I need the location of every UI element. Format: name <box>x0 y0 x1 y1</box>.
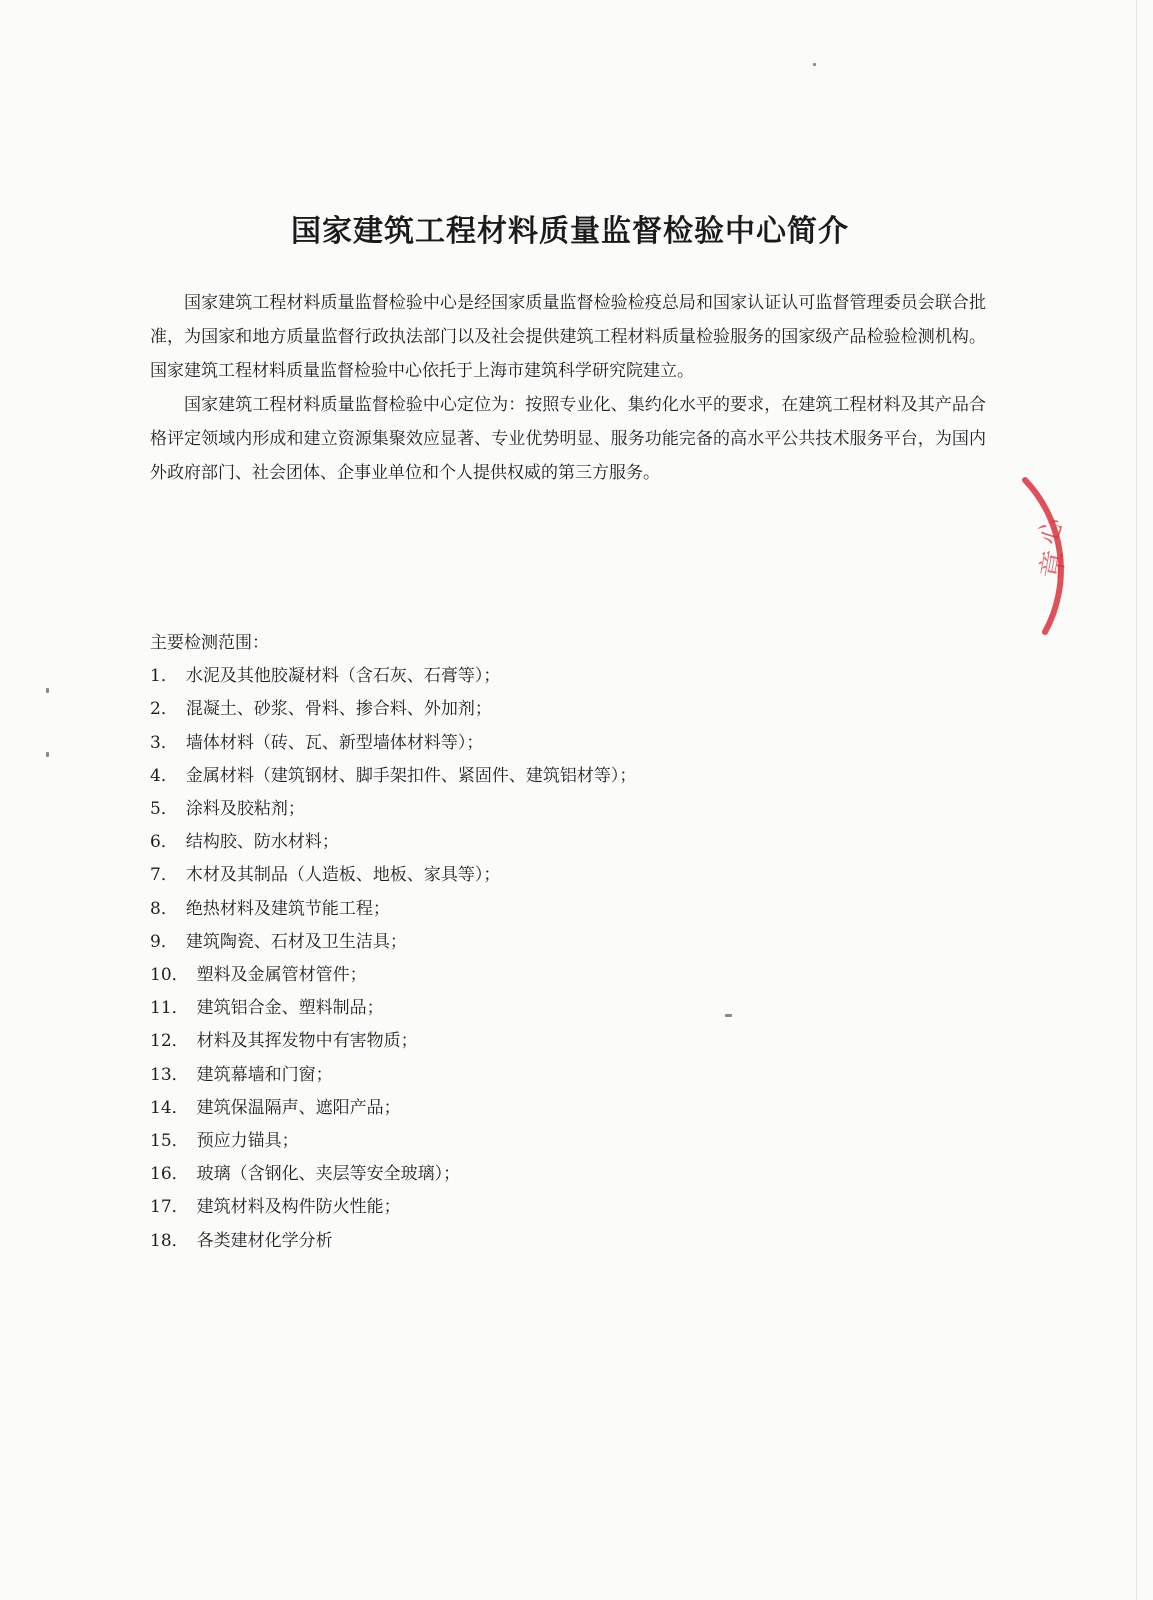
item-text: 玻璃（含钢化、夹层等安全玻璃）； <box>196 1164 461 1185</box>
list-item <box>150 1191 986 1224</box>
item-number: 12． <box>150 1031 189 1052</box>
item-text: 各类建材化学分析 <box>196 1230 333 1251</box>
seal-glyph: 心 <box>1033 514 1070 549</box>
list-item <box>150 1158 986 1191</box>
item-number: 13． <box>150 1064 189 1085</box>
list-item <box>150 826 986 859</box>
item-number: 16． <box>150 1164 189 1185</box>
list-item <box>150 727 986 760</box>
item-text: 建筑铝合金、塑料制品； <box>196 998 384 1019</box>
scan-speck <box>813 63 816 66</box>
list-item <box>150 693 986 726</box>
scope-list <box>150 660 986 1258</box>
item-text: 建筑保温隔声、遮阳产品； <box>196 1097 401 1118</box>
item-text: 塑料及金属管材管件； <box>196 965 367 986</box>
item-text: 结构胶、防水材料； <box>185 832 339 853</box>
scan-speck <box>46 752 49 757</box>
item-number: 10． <box>150 965 189 986</box>
item-number: 6． <box>150 832 178 853</box>
item-number: 8． <box>150 898 178 919</box>
intro-paragraph: 国家建筑工程材料质量监督检验中心定位为：按照专业化、集约化水平的要求，在建筑工程材料及其产品合格评定领域内形成和建立资源集聚效应显著、专业优势明显、服务功能完备的高水平公共技术服务平台，为国内外政府部门、社会团体、企事业单位和个人提供权威的第三方服务。 <box>150 395 986 483</box>
item-number: 15． <box>150 1131 189 1152</box>
item-number: 18． <box>150 1230 189 1251</box>
page-title: 国家建筑工程材料质量监督检验中心简介 <box>291 214 849 250</box>
list-item <box>150 760 986 793</box>
item-text: 水泥及其他胶凝材料（含石灰、石膏等）； <box>185 666 501 687</box>
item-number: 9． <box>150 931 178 952</box>
scan-speck <box>46 688 49 693</box>
item-text: 建筑幕墙和门窗； <box>196 1064 333 1085</box>
list-item <box>150 1059 986 1092</box>
item-text: 预应力锚具； <box>196 1131 299 1152</box>
item-number: 17． <box>150 1197 189 1218</box>
list-item <box>150 992 986 1025</box>
scope-heading: 主要检测范围： <box>150 633 269 653</box>
item-text: 木材及其制品（人造板、地板、家具等）； <box>185 865 501 886</box>
item-number: 4． <box>150 765 178 786</box>
item-number: 2． <box>150 699 178 720</box>
intro-section <box>150 286 986 490</box>
item-number: 1． <box>150 666 178 687</box>
list-item <box>150 660 986 693</box>
item-number: 3． <box>150 732 178 753</box>
item-text: 涂料及胶粘剂； <box>185 799 305 820</box>
item-number: 7． <box>150 865 178 886</box>
list-item <box>150 959 986 992</box>
item-text: 混凝土、砂浆、骨料、掺合料、外加剂； <box>185 699 492 720</box>
red-seal-stamp <box>960 474 1130 644</box>
list-item <box>150 893 986 926</box>
intro-paragraph: 国家建筑工程材料质量监督检验中心是经国家质量监督检验检疫总局和国家认证认可监督管理委员会联合批准，为国家和地方质量监督行政执法部门以及社会提供建筑工程材料质量检验服务的国家级产品检验检测机构。国家建筑工程材料质量监督检验中心依托于上海市建筑科学研究院建立。 <box>150 293 986 381</box>
seal-glyph: 章 <box>1034 547 1072 582</box>
item-text: 建筑材料及构件防火性能； <box>196 1197 401 1218</box>
list-item <box>150 793 986 826</box>
item-number: 11． <box>150 998 189 1019</box>
scope-section <box>150 627 986 1258</box>
item-number: 14． <box>150 1097 189 1118</box>
item-text: 绝热材料及建筑节能工程； <box>185 898 390 919</box>
item-text: 建筑陶瓷、石材及卫生洁具； <box>185 931 407 952</box>
seal-graphic <box>960 474 1130 644</box>
item-text: 金属材料（建筑钢材、脚手架扣件、紧固件、建筑铝材等）； <box>185 765 637 786</box>
item-text: 材料及其挥发物中有害物质； <box>196 1031 418 1052</box>
list-item <box>150 859 986 892</box>
list-item <box>150 1092 986 1125</box>
item-number: 5． <box>150 799 178 820</box>
list-item <box>150 1225 986 1258</box>
list-item <box>150 1125 986 1158</box>
list-item <box>150 1025 986 1058</box>
list-item <box>150 926 986 959</box>
item-text: 墙体材料（砖、瓦、新型墙体材料等）； <box>185 732 484 753</box>
